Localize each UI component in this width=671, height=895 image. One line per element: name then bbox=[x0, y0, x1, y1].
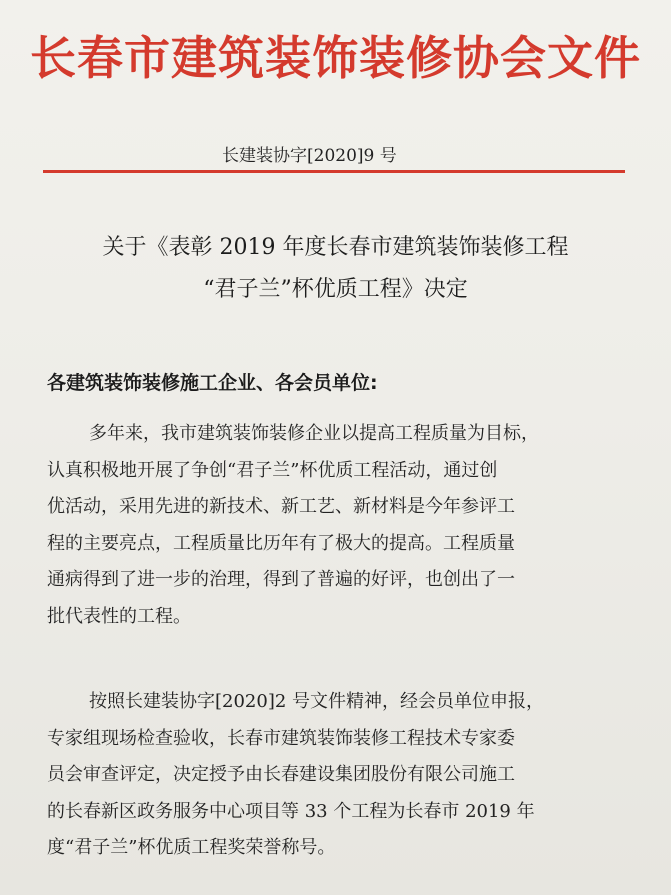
paragraph-1 bbox=[47, 416, 642, 635]
header-red-divider bbox=[43, 170, 625, 173]
paragraph-2-line: 度“君子兰”杯优质工程奖荣誉称号。 bbox=[47, 837, 336, 858]
paragraph-2-line: 专家组现场检查验收，长春市建筑装饰装修工程技术专家委 bbox=[47, 727, 515, 749]
paragraph-1-line: 认真积极地开展了争创“君子兰”杯优质工程活动，通过创 bbox=[47, 459, 498, 481]
paragraph-1-line: 批代表性的工程。 bbox=[47, 605, 191, 627]
paragraph-1-line: 程的主要亮点，工程质量比历年有了极大的提高。工程质量 bbox=[47, 532, 515, 554]
paragraph-1-line: 通病得到了进一步的治理，得到了普遍的好评，也创出了一 bbox=[47, 569, 515, 590]
document-number: 长建装协字[2020]9 号 bbox=[222, 146, 397, 166]
salutation: 各建筑装饰装修施工企业、各会员单位: bbox=[47, 372, 378, 394]
paragraph-1-line: 优活动，采用先进的新技术、新工艺、新材料是今年参评工 bbox=[47, 496, 515, 517]
document-subject bbox=[0, 227, 671, 311]
paragraph-1-line: 多年来，我市建筑装饰装修企业以提高工程质量为目标， bbox=[89, 423, 539, 444]
paragraph-2-line: 按照长建装协字[2020]2 号文件精神，经会员单位申报， bbox=[89, 691, 545, 712]
paragraph-2-line: 员会审查评定，决定授予由长春建设集团股份有限公司施工 bbox=[47, 764, 515, 785]
paragraph-2 bbox=[47, 684, 642, 867]
document-header-title: 长春市建筑装饰装修协会文件 bbox=[30, 31, 641, 85]
subject-line-2: “君子兰”杯优质工程》决定 bbox=[203, 277, 468, 302]
subject-line-1: 关于《表彰 2019 年度长春市建筑装饰装修工程 bbox=[102, 235, 569, 260]
paragraph-2-line: 的长春新区政务服务中心项目等 33 个工程为长春市 2019 年 bbox=[47, 800, 535, 822]
